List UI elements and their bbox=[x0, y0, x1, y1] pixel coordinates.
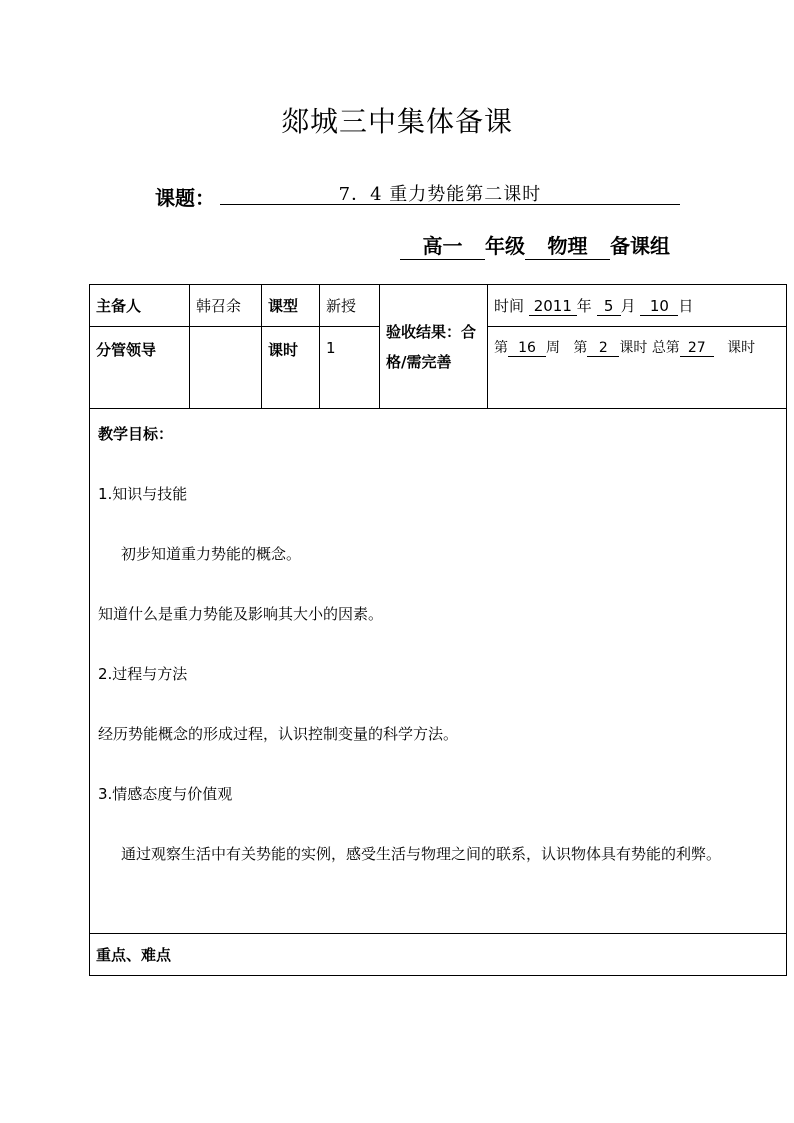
key-points-label: 重点、难点 bbox=[90, 934, 787, 976]
acceptance-result: 验收结果：合格/需完善 bbox=[380, 285, 488, 409]
type-value: 新授 bbox=[320, 285, 380, 327]
time-cell bbox=[488, 285, 787, 327]
objective-section-1: 1.知识与技能 bbox=[98, 485, 188, 503]
week-prefix: 第 bbox=[494, 340, 508, 356]
topic-text: 7．4 重力势能第二课时 bbox=[338, 184, 542, 205]
month-value: 5 bbox=[597, 298, 621, 316]
subject-value: 物理 bbox=[525, 230, 610, 260]
objectives-cell bbox=[90, 409, 787, 934]
total-unit: 课时 bbox=[727, 340, 756, 356]
week-unit: 周 bbox=[546, 340, 560, 356]
page-title: 郯城三中集体备课 bbox=[280, 105, 513, 138]
total-prefix: 总第 bbox=[651, 340, 680, 356]
day-unit: 日 bbox=[678, 297, 694, 315]
objective-text-1b: 知道什么是重力势能及影响其大小的因素。 bbox=[98, 605, 384, 623]
lead-value: 韩召余 bbox=[190, 285, 262, 327]
schedule-cell bbox=[488, 327, 787, 409]
leader-label: 分管领导 bbox=[90, 327, 190, 409]
year-unit: 年 bbox=[576, 297, 592, 315]
total-value: 27 bbox=[680, 341, 714, 357]
objective-section-3: 3.情感态度与价值观 bbox=[98, 785, 233, 803]
lesson-value: 2 bbox=[587, 341, 619, 357]
leader-value bbox=[190, 327, 262, 409]
year-value: 2011 bbox=[529, 298, 577, 316]
month-unit: 月 bbox=[620, 297, 636, 315]
group-label: 备课组 bbox=[610, 234, 670, 258]
objective-text-3: 通过观察生活中有关势能的实例，感受生活与物理之间的联系，认识物体具有势能的利弊。 bbox=[121, 845, 722, 863]
day-value: 10 bbox=[640, 298, 678, 316]
time-label: 时间 bbox=[494, 297, 525, 315]
lesson-plan-table bbox=[89, 284, 787, 976]
grade-label: 年级 bbox=[485, 234, 525, 258]
objective-section-2: 2.过程与方法 bbox=[98, 665, 188, 683]
grade-value: 高一 bbox=[400, 230, 485, 260]
objective-text-2: 经历势能概念的形成过程，认识控制变量的科学方法。 bbox=[98, 725, 459, 743]
type-label: 课型 bbox=[262, 285, 320, 327]
topic-row bbox=[155, 178, 685, 210]
period-label: 课时 bbox=[262, 327, 320, 409]
lesson-prefix: 第 bbox=[573, 340, 588, 356]
grade-subject-row bbox=[400, 230, 670, 260]
period-value: 1 bbox=[320, 327, 380, 409]
objectives-heading: 教学目标： bbox=[98, 425, 174, 443]
objective-text-1a: 初步知道重力势能的概念。 bbox=[121, 545, 302, 563]
lesson-unit: 课时 bbox=[619, 340, 648, 356]
lead-label: 主备人 bbox=[90, 285, 190, 327]
topic-label: 课题： bbox=[155, 186, 215, 210]
week-value: 16 bbox=[508, 341, 546, 357]
